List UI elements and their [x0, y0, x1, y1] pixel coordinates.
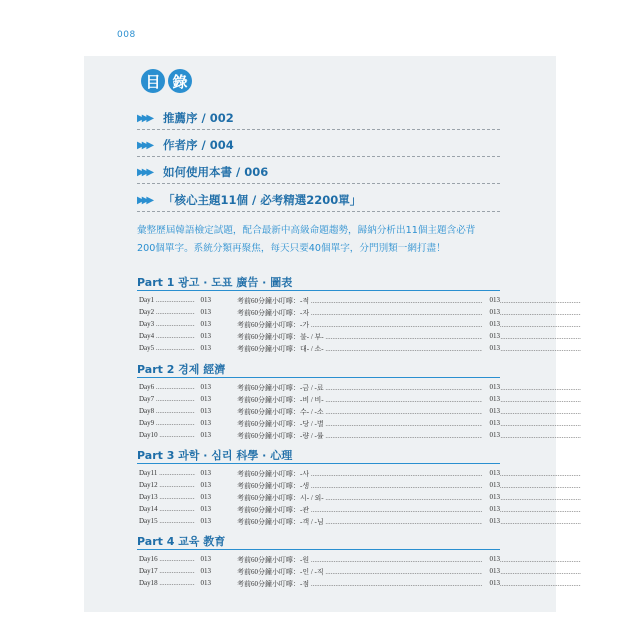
day-label: Day2 .....	[139, 308, 205, 316]
day-label: Day1 .....	[139, 296, 205, 304]
day-label: Day5 .....	[139, 344, 205, 352]
day-label: Day14 .....	[139, 505, 205, 513]
topic-label: 考前60分鐘小叮嚀：수- / -소 .....	[237, 407, 581, 417]
topic-page: 013	[482, 431, 500, 439]
toc-link-author-preface[interactable]	[137, 137, 500, 157]
toc-row[interactable]	[139, 431, 499, 443]
day-page: 013	[195, 579, 211, 587]
day-page: 013	[195, 395, 211, 403]
toc-row[interactable]	[139, 567, 499, 579]
topic-label: 考前60分鐘小叮嚀：-비 / 비- .....	[237, 395, 581, 405]
toc-row[interactable]	[139, 505, 499, 517]
topic-label: 考前60分鐘小叮嚀：-객 / -님 .....	[237, 517, 581, 527]
topic-label: 考前60分鐘小叮嚀：-적 .....	[237, 296, 581, 306]
day-page: 013	[195, 383, 211, 391]
part-heading: Part 3 과학 · 심리 科學 · 心理	[137, 449, 293, 462]
arrow-icon: ▶▶▶	[137, 112, 152, 124]
day-page: 013	[195, 332, 211, 340]
topic-label: 考前60分鐘小叮嚀：-가 .....	[237, 320, 581, 330]
toc-title	[141, 69, 192, 93]
toc-row[interactable]	[139, 481, 499, 493]
topic-label: 考前60分鐘小叮嚀：불- / 부- .....	[237, 332, 581, 342]
topic-page: 013	[482, 493, 500, 501]
toc-row[interactable]	[139, 332, 499, 344]
day-label: Day10 .....	[139, 431, 205, 439]
topic-page: 013	[482, 555, 500, 563]
topic-page: 013	[482, 481, 500, 489]
day-label: Day4 .....	[139, 332, 205, 340]
day-page: 013	[195, 481, 211, 489]
day-label: Day8 .....	[139, 407, 205, 415]
topic-page: 013	[482, 308, 500, 316]
day-label: Day18 .....	[139, 579, 205, 587]
toc-link-how-to-use[interactable]	[137, 164, 500, 184]
day-page: 013	[195, 419, 211, 427]
day-page: 013	[195, 517, 211, 525]
day-label: Day15 .....	[139, 517, 205, 525]
day-label: Day6 .....	[139, 383, 205, 391]
day-page: 013	[195, 296, 211, 304]
topic-label: 考前60分鐘小叮嚀：-점 .....	[237, 579, 581, 589]
part-divider	[137, 549, 500, 550]
toc-link-label: 如何使用本書 / 006	[163, 165, 269, 179]
topic-page: 013	[482, 332, 500, 340]
arrow-icon: ▶▶▶	[137, 139, 152, 151]
topic-label: 考前60分鐘小叮嚀：-당 / -별 .....	[237, 419, 581, 429]
day-label: Day17 .....	[139, 567, 205, 575]
topic-label: 考前60分鐘小叮嚀：-인 / -직 .....	[237, 567, 581, 577]
toc-row[interactable]	[139, 296, 499, 308]
toc-row[interactable]	[139, 579, 499, 591]
day-page: 013	[195, 320, 211, 328]
intro-line: 200個單字。系統分類再聚焦，每天只要40個單字，分門別類一網打盡！	[137, 243, 446, 254]
title-char: 錄	[168, 69, 192, 93]
toc-row[interactable]	[139, 493, 499, 505]
day-page: 013	[195, 505, 211, 513]
day-label: Day12 .....	[139, 481, 205, 489]
intro-paragraph	[137, 222, 507, 258]
day-page: 013	[195, 308, 211, 316]
toc-row[interactable]	[139, 469, 499, 481]
toc-row[interactable]	[139, 395, 499, 407]
part-heading: Part 2 경제 經濟	[137, 363, 226, 376]
topic-label: 考前60分鐘小叮嚀：-생 .....	[237, 481, 581, 491]
topic-page: 013	[482, 567, 500, 575]
toc-row[interactable]	[139, 555, 499, 567]
topic-label: 考前60分鐘小叮嚀：시- / 외- .....	[237, 493, 581, 503]
topic-label: 考前60分鐘小叮嚀：-관 .....	[237, 505, 581, 515]
topic-label: 考前60分鐘小叮嚀：-원 .....	[237, 555, 581, 565]
toc-row[interactable]	[139, 308, 499, 320]
toc-row[interactable]	[139, 407, 499, 419]
day-page: 013	[195, 431, 211, 439]
part-divider	[137, 290, 500, 291]
topic-page: 013	[482, 469, 500, 477]
topic-page: 013	[482, 320, 500, 328]
topic-page: 013	[482, 579, 500, 587]
arrow-icon: ▶▶▶	[137, 166, 152, 178]
toc-row[interactable]	[139, 320, 499, 332]
day-label: Day3 .....	[139, 320, 205, 328]
day-page: 013	[195, 567, 211, 575]
day-label: Day11 .....	[139, 469, 205, 477]
day-label: Day7 .....	[139, 395, 205, 403]
toc-link-core-topics[interactable]	[137, 192, 500, 212]
topic-label: 考前60分鐘小叮嚀：-량 / -률 .....	[237, 431, 581, 441]
topic-page: 013	[482, 419, 500, 427]
day-label: Day16 .....	[139, 555, 205, 563]
part-divider	[137, 377, 500, 378]
topic-page: 013	[482, 383, 500, 391]
day-page: 013	[195, 555, 211, 563]
topic-page: 013	[482, 505, 500, 513]
toc-link-label: 「核心主題11個 / 必考精選2200單」	[163, 193, 362, 207]
toc-row[interactable]	[139, 383, 499, 395]
day-label: Day9 .....	[139, 419, 205, 427]
toc-link-label: 作者序 / 004	[163, 138, 234, 152]
toc-link-preface[interactable]	[137, 110, 500, 130]
part-divider	[137, 463, 500, 464]
topic-label: 考前60分鐘小叮嚀：대- / 소- .....	[237, 344, 581, 354]
day-page: 013	[195, 407, 211, 415]
part-heading: Part 1 광고 · 도표 廣告 · 圖表	[137, 276, 293, 289]
day-page: 013	[195, 493, 211, 501]
topic-label: 考前60分鐘小叮嚀：-자 .....	[237, 308, 581, 318]
title-char: 目	[141, 69, 165, 93]
toc-row[interactable]	[139, 517, 499, 529]
day-page: 013	[195, 469, 211, 477]
toc-row[interactable]	[139, 419, 499, 431]
toc-link-label: 推薦序 / 002	[163, 111, 234, 125]
topic-label: 考前60分鐘小叮嚀：-금 / -료 .....	[237, 383, 581, 393]
topic-page: 013	[482, 296, 500, 304]
topic-page: 013	[482, 344, 500, 352]
topic-page: 013	[482, 407, 500, 415]
page-number: 008	[117, 30, 136, 40]
day-page: 013	[195, 344, 211, 352]
topic-label: 考前60分鐘小叮嚀：-사 .....	[237, 469, 581, 479]
topic-page: 013	[482, 395, 500, 403]
intro-line: 彙整歷屆韓語檢定試題，配合最新中高級命題趨勢，歸納分析出11個主題含必背	[137, 225, 476, 236]
arrow-icon: ▶▶▶	[137, 194, 152, 206]
topic-page: 013	[482, 517, 500, 525]
part-heading: Part 4 교육 教育	[137, 535, 226, 548]
day-label: Day13 .....	[139, 493, 205, 501]
toc-row[interactable]	[139, 344, 499, 356]
